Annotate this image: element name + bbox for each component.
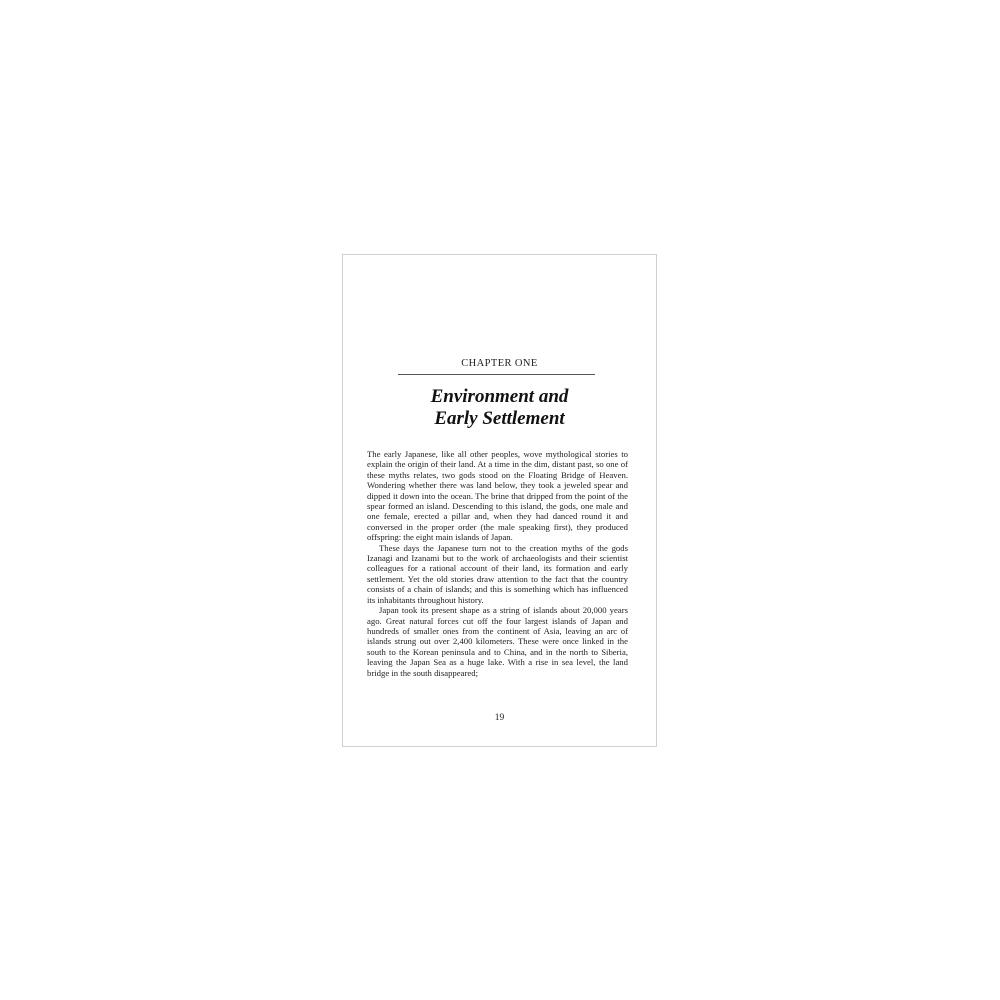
body-text xyxy=(367,449,628,678)
book-page xyxy=(342,254,657,747)
page-number: 19 xyxy=(494,713,505,723)
chapter-title-line-1: Environment and xyxy=(430,386,569,407)
chapter-title-line-2: Early Settlement xyxy=(434,408,565,429)
chapter-title xyxy=(343,386,656,430)
paragraph-1: The early Japanese, like all other peoples, wove mythological stories to explain the origin of their land. At a time in the dim, distant past, so one of these myths relates, two gods stood on the Floating Bridge of Heaven. Wondering whether there was land below, they took a jeweled spear and dipped it down into the ocean. The brine that dripped from the point of the spear formed an island. Descending to this island, the gods, one male and one female, erected a pillar and, when they had danced round it and conversed in the proper order (the male speaking first), they produced offspring: the eight main islands of Japan. xyxy=(367,449,628,543)
chapter-label: CHAPTER ONE xyxy=(461,358,538,369)
paragraph-3: Japan took its present shape as a string of islands about 20,000 years ago. Great natural forces cut off the four largest islands of Japan and hundreds of smaller ones from the continent of Asia, leaving an arc of islands strung out over 2,400 kilometers. These were once linked in the south to the Korean peninsula and to China, and in the north to Siberia, leaving the Japan Sea as a huge lake. With a rise in sea level, the land bridge in the south disappeared; xyxy=(367,605,628,678)
paragraph-2: These days the Japanese turn not to the creation myths of the gods Izanagi and Izanami but to the work of archaeologists and their scientist colleagues for a rational account of their land, its formation and early settlement. Yet the old stories draw attention to the fact that the country consists of a chain of islands; and this is something which has influenced its inhabitants throughout history. xyxy=(367,542,628,605)
chapter-divider xyxy=(398,374,595,375)
